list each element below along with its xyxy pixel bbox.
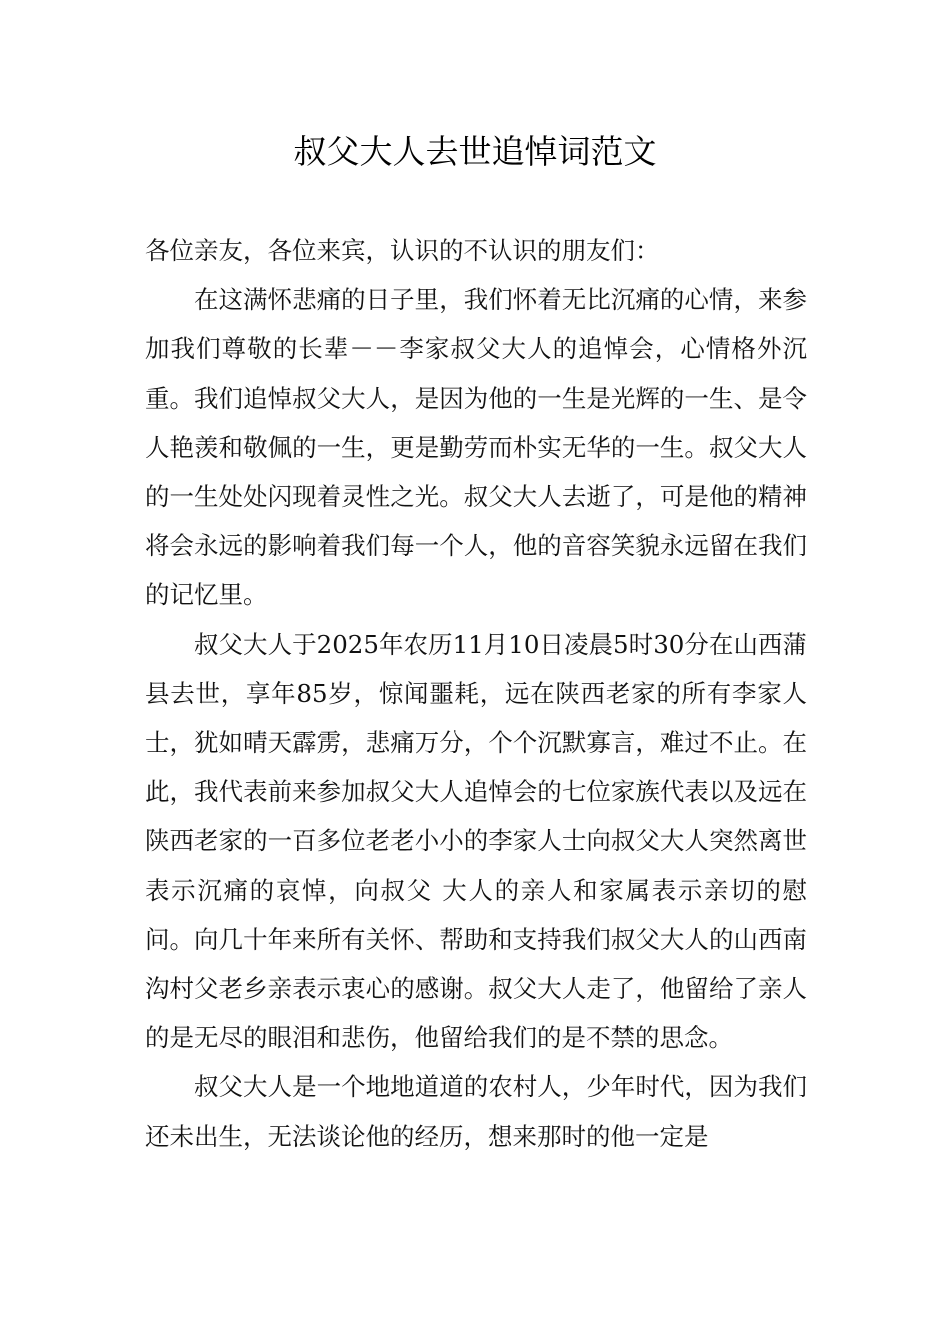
document-body <box>145 226 807 1161</box>
document-title: 叔父大人去世追悼词范文 <box>293 132 657 171</box>
paragraph-3: 叔父大人是一个地地道道的农村人，少年时代，因为我们还未出生，无法谈论他的经历，想来那时的他一定是 <box>145 1072 807 1151</box>
paragraph-2: 叔父大人于2025年农历11月10日凌晨5时30分在山西蒲县去世，享年85岁，惊闻噩耗，远在陕西老家的所有李家人士，犹如晴天霹雳，悲痛万分，个个沉默寡言，难过不止。在此，我代表前来参加叔父大人追悼会的七位家族代表以及远在陕西老家的一百多位老老小小的李家人士向叔父大人突然离世表示沉痛的哀悼，向叔父 大人的亲人和家属表示亲切的慰问。向几十年来所有关怀、帮助和支持我们叔父大人的山西南沟村父老乡亲表示衷心的感谢。叔父大人走了，他留给了亲人的是无尽的眼泪和悲伤，他留给我们的是不禁的思念。 <box>145 629 807 1053</box>
salutation: 各位亲友，各位来宾，认识的不认识的朋友们： <box>145 236 660 265</box>
paragraph-1: 在这满怀悲痛的日子里，我们怀着无比沉痛的心情，来参加我们尊敬的长辈－－李家叔父大人的追悼会，心情格外沉重。我们追悼叔父大人，是因为他的一生是光辉的一生、是令人艳羡和敬佩的一生，更是勤劳而朴实无华的一生。叔父大人的一生处处闪现着灵性之光。叔父大人去逝了，可是他的精神将会永远的影响着我们每一个人，他的音容笑貌永远留在我们的记忆里。 <box>145 285 807 610</box>
